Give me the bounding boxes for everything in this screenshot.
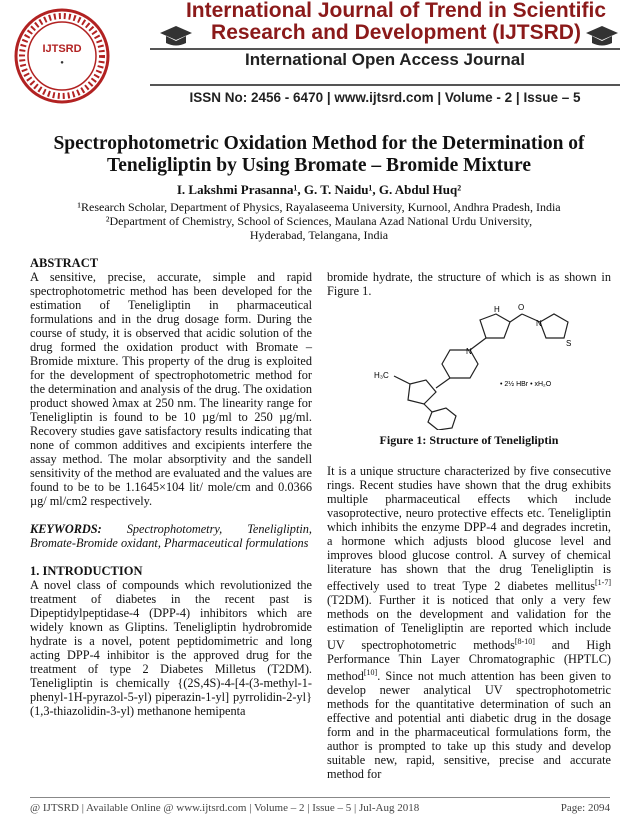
svg-text:IJTSRD: IJTSRD <box>42 43 82 55</box>
svg-text:●: ● <box>60 60 64 66</box>
ref-8-10: [8-10] <box>514 637 535 647</box>
label-n-piperazine: N <box>466 347 472 356</box>
label-h3c: H₃C <box>374 371 389 380</box>
label-s: S <box>566 339 572 348</box>
paper-title <box>20 133 618 177</box>
figure-caption: Figure 1: Structure of Teneligliptin <box>379 433 559 447</box>
label-h: H <box>494 305 500 314</box>
left-column <box>30 256 312 718</box>
label-o: O <box>518 303 525 312</box>
journal-seal-logo <box>14 8 110 104</box>
label-n-thiazolidine: N <box>536 319 542 328</box>
right-para-part2: (T2DM). Further it is noticed that only a very few methods on the development and validation for the estimation of Teneligliptin are reported which include UV spectrophotometric methods <box>327 593 611 653</box>
affiliation-2: ²Department of Chemistry, School of Sciences, Maulana Azad National Urdu University, <box>105 214 533 228</box>
teneligliptin-structure-figure <box>350 300 590 430</box>
keywords-text: Spectrophotometry, Teneligliptin, Bromate-Bromide oxidant, Pharmaceutical formulations <box>30 522 312 550</box>
footer-divider <box>30 797 610 798</box>
right-para-part1: It is a unique structure characterized by five consecutive rings. Recent studies have shown that the drug exhibits multiple pharmaceutical effects which include vasoprotective, neuro protective effects etc. Teneligliptin which inhibits the enzyme DPP-4 and degrades incretin, a hormone which adjusts blood glucose level and improves blood glucose control. A survey of chemical literature has shown that the drug Teneligliptin is effectively used to treat Type 2 diabetes mellitus <box>327 464 611 594</box>
right-para-part4: . Since not much attention has been given to develop newer analytical UV spectrophotometric methods for the quantitative determination of such an effective and potential anti diabetic drug in the dosage form and in the pharmaceutical formulations form, the author is prompted to take up this study and develop suitable new, rapid, sensitive, precise and accurate method for <box>327 669 611 782</box>
issn-line: ISSN No: 2456 - 6470 | www.ijtsrd.com | Volume - 2 | Issue – 5 <box>189 90 581 105</box>
right-para-part3: and High Performance Thin Layer Chromatographic (HPTLC) method <box>327 638 611 684</box>
intro-text: A novel class of compounds which revolutionized the treatment of diabetes in the recent past is Dipeptidylpeptidase-4 (DPP-4) inhibitors which are widely known as Gliptins. Teneligliptin hydrobromide hydrate is a novel, potent peptidomimetric and long acting DPP-4 inhibitor is the approved drug for the treatment of type 2 Diabetes Milletus (T2DM). Teneligliptin is chemically {(2S,4S)-4-[4-(3-methyl-1-phenyl-1H-pyrazol-5-yl) piperazin-1-yl] pyrrolidin-2-yl}(1,3-thiazolidin-3-yl) methanone hemipenta <box>30 578 312 718</box>
authors: I. Lakshmi Prasanna¹, G. T. Naidu¹, G. Abdul Huq² <box>176 182 462 197</box>
open-access-label: International Open Access Journal <box>245 50 525 69</box>
abstract-text: A sensitive, precise, accurate, simple and rapid spectrophotometric method has been developed for the estimation of Teneligliptin in pharmaceutical formulations and in the drug dosage form. During the course of study, it is observed that acidic solution of the drug formed the oxidation product with Bromate – Bromide mixture. This property of the drug is exploited for the development of spectrophotometric method for the determination and analysis of the drug. The oxidation product showed λmax at 250 nm. The linearity range for Teneligliptin is found to be 10 µg/ml to 250 µg/ml. Recovery studies gave satisfactory results indicating that none of common additives and excipients interfere the assay method. The molar absorptivity and the sandell sensitivity of the method are evaluated and the values are found to be to be 1.1645×104 lit/ mole/cm and 0.0366 µg/ ml/cm2 respectively. <box>30 270 312 508</box>
right-paragraph <box>327 464 611 781</box>
ref-1-7: [1-7] <box>595 578 611 587</box>
title-line-1: Spectrophotometric Oxidation Method for the Determination of <box>53 133 585 154</box>
ref-10: [10] <box>363 668 378 678</box>
title-line-2: Teneligliptin by Using Bromate – Bromide Mixture <box>107 155 531 176</box>
keywords-label: KEYWORDS: <box>30 522 102 536</box>
label-salt: • 2½ HBr • xH₂O <box>500 381 552 388</box>
keywords <box>30 522 312 550</box>
journal-name-line2: Research and Development (IJTSRD) <box>211 21 581 44</box>
right-top-text: bromide hydrate, the structure of which is as shown in Figure 1. <box>327 270 611 298</box>
affiliation-3: Hyderabad, Telangana, India <box>249 228 389 242</box>
right-column-body <box>327 464 611 781</box>
header-divider-2 <box>150 84 620 86</box>
page-number: Page: 2094 <box>560 802 610 814</box>
affiliation-1: ¹Research Scholar, Department of Physics, Rayalaseema University, Kurnool, Andhra Pradesh, India <box>77 200 561 214</box>
abstract-heading: ABSTRACT <box>30 256 99 270</box>
footer-text: @ IJTSRD | Available Online @ www.ijtsrd.com | Volume – 2 | Issue – 5 | Jul-Aug 2018 <box>30 802 420 814</box>
intro-heading: 1. INTRODUCTION <box>30 564 143 578</box>
right-column-top <box>327 270 611 298</box>
journal-header <box>0 0 638 120</box>
journal-name-line1: International Journal of Trend in Scientific <box>185 0 607 22</box>
